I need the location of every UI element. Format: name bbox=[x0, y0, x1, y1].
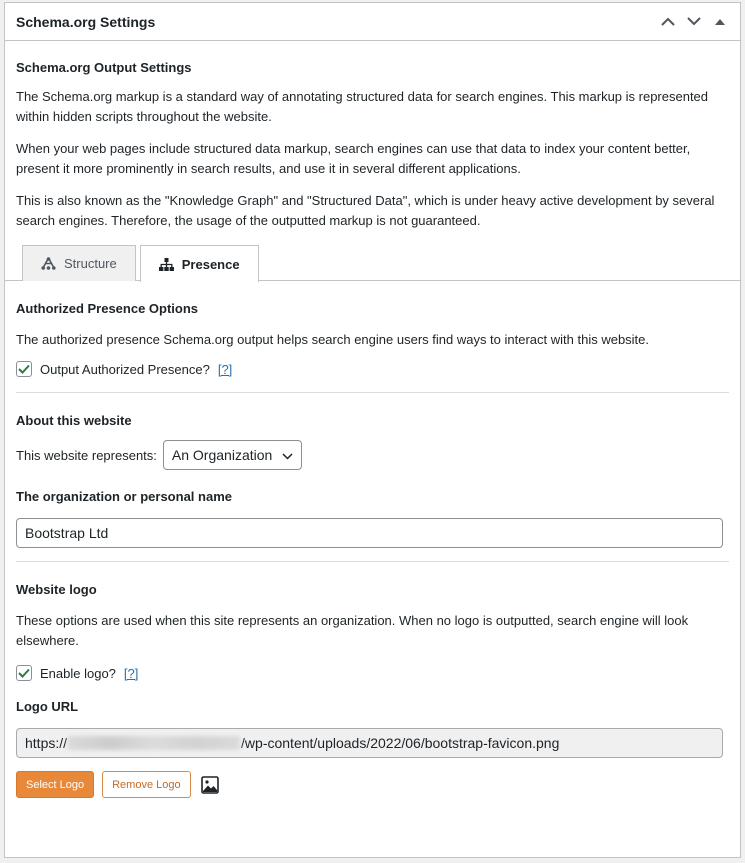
about-heading: About this website bbox=[16, 413, 132, 428]
tab-presence-label: Presence bbox=[181, 256, 240, 272]
panel-controls bbox=[658, 12, 730, 32]
authorized-checkbox[interactable] bbox=[16, 361, 32, 377]
separator bbox=[16, 392, 729, 393]
authorized-checkbox-row bbox=[16, 361, 729, 377]
redacted-domain bbox=[68, 736, 240, 750]
authorized-description: The authorized presence Schema.org output helps search engine users find ways to interact with this website. bbox=[16, 332, 650, 347]
intro-paragraph-3: This is also known as the "Knowledge Graph" and "Structured Data", which is under heavy active development by several search engines. Therefore, the usage of the outputted markup is not guaranteed. bbox=[16, 193, 715, 228]
chevron-down-icon[interactable] bbox=[684, 12, 704, 32]
sitemap-icon bbox=[159, 258, 174, 271]
represents-label: This website represents: bbox=[16, 447, 157, 463]
tab-bar bbox=[5, 245, 740, 281]
panel-header bbox=[5, 3, 740, 41]
separator bbox=[16, 561, 729, 562]
authorized-checkbox-label[interactable]: Output Authorized Presence? bbox=[40, 361, 210, 377]
image-icon bbox=[201, 776, 219, 794]
logo-url-heading: Logo URL bbox=[16, 699, 79, 714]
represents-value: An Organization bbox=[171, 447, 273, 463]
panel-body bbox=[5, 60, 740, 798]
logo-heading: Website logo bbox=[16, 582, 97, 597]
remove-logo-button[interactable]: Remove Logo bbox=[102, 771, 191, 798]
organization-name-value: Bootstrap Ltd bbox=[25, 525, 109, 541]
name-heading: The organization or personal name bbox=[16, 489, 232, 504]
authorized-help-link[interactable]: [?] bbox=[217, 361, 233, 377]
authorized-heading: Authorized Presence Options bbox=[16, 301, 199, 316]
intro-paragraph-2: When your web pages include structured data markup, search engines can use that data to index your content better, present it more prominently in search results, and use it in several different applications. bbox=[16, 141, 691, 176]
enable-logo-checkbox[interactable] bbox=[16, 665, 32, 681]
panel-title: Schema.org Settings bbox=[16, 13, 156, 30]
select-logo-button[interactable]: Select Logo bbox=[16, 771, 94, 798]
schema-settings-panel bbox=[4, 2, 741, 858]
logo-url-suffix: /wp-content/uploads/2022/06/bootstrap-favicon.png bbox=[241, 735, 560, 751]
represents-select[interactable] bbox=[163, 440, 302, 470]
logo-description: These options are used when this site represents an organization. When no logo is outputted, search engine will look elsewhere. bbox=[16, 613, 689, 648]
chevron-up-icon[interactable] bbox=[658, 12, 678, 32]
enable-logo-row bbox=[16, 665, 729, 681]
logo-url-input[interactable] bbox=[16, 728, 723, 758]
triangle-up-icon[interactable] bbox=[710, 12, 730, 32]
represents-row bbox=[16, 440, 729, 470]
logo-actions bbox=[16, 771, 729, 798]
chevron-down-icon bbox=[282, 447, 293, 463]
intro-heading: Schema.org Output Settings bbox=[16, 60, 192, 75]
organization-name-input[interactable] bbox=[16, 518, 723, 548]
tab-presence[interactable] bbox=[140, 245, 259, 282]
structure-icon bbox=[41, 257, 56, 270]
logo-url-prefix: https:// bbox=[25, 735, 68, 751]
tab-structure[interactable] bbox=[22, 245, 136, 281]
intro-paragraph-1: The Schema.org markup is a standard way of annotating structured data for search engines. This markup is represented within hidden scripts throughout the website. bbox=[16, 89, 709, 124]
tab-structure-label: Structure bbox=[64, 256, 117, 271]
enable-logo-label[interactable]: Enable logo? bbox=[40, 665, 116, 681]
enable-logo-help-link[interactable]: [?] bbox=[123, 665, 139, 681]
